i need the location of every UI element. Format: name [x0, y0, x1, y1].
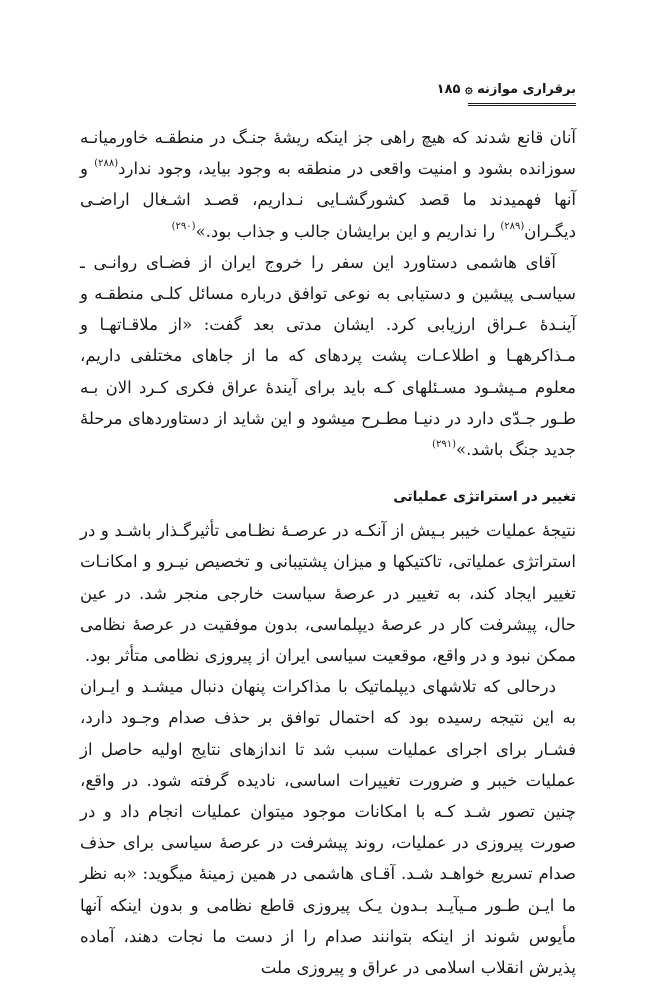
paragraph-4	[80, 671, 576, 983]
paragraph-3	[80, 515, 576, 671]
paragraph-1-text-a: آنان قانع شدند که هیچ راهی جز اینکه ریشۀ جنـگ در منطقـه خاورمیانـه سوزانده بشود و امنیت واقعی در منطقه به وجود بیاید، وجود ندارد	[80, 128, 576, 179]
paragraph-1-text-b: و آنها فهمیدند ما قصد کشورگشـایی نـداریم، قصـد اشـغال اراضـی دیگـران	[80, 159, 576, 241]
paragraph-4-text: درحالی که تلاشهای دیپلماتیک با مذاکرات پنهان دنبال میشـد و ایـران به این نتیجه رسیده بود که احتمال توافق بر حذف صدام وجـود دارد، فشـار برای اجرای عملیات سبب شد تا اندازهای نتایج اولیه حاصل از عملیات خیبر و ضرورت تغییرات اساسی، نادیده گرفته شود. در واقع، چنین تصور شـد کـه با امکانات موجود میتوان عملیات انجام داد و در صورت پیروزی در عملیات، روند پیشرفت در عرصۀ سیاسی برای حذف صدام تسریع خواهـد شـد. آقـای هاشمی در همین زمینۀ میگوید: «به نظر ما ایـن طـور مـیآیـد بـدون یـک پیروزی قاطع نظامی و بدون اینکه آنها مأیوس شوند از اینکه بتوانند صدام را از دست ما نجات دهند، آماده پذیرش انقلاب اسلامی در عراق و پیروزی ملت	[80, 677, 576, 978]
footnote-ref-291[interactable]: (۲۹۱)	[432, 439, 456, 451]
running-header: برقراری موازنه ۞ ۱۸۵	[436, 82, 576, 97]
footnote-ref-289[interactable]: (۲۸۹)	[500, 220, 525, 232]
body-text	[80, 122, 576, 983]
paragraph-1-text-c: را نداریم و این برایشان جالب و جذاب بود.»	[195, 221, 501, 241]
paragraph-3-text: نتیجۀ عملیات خیبر بـیش از آنکـه در عرصـۀ نظـامی تأثیرگـذار باشـد و در استراتژی عملیاتی، تاکتیکها و میزان پشتیبانی و تخصیص نیـرو و امکانـات تغییر ایجاد کند، به تغییر در عرصۀ سیاست خارجی منجر شد. در عین حال، پیشرفت کار در عرصۀ دیپلماسی، بدون موفقیت در عرصۀ نظامی ممکن نبود و در واقع، موقعیت سیاسی ایران از پیروزی نظامی متأثر بود.	[80, 521, 576, 666]
footnote-ref-290[interactable]: (۲۹۰)	[171, 220, 196, 232]
footnote-ref-288[interactable]: (۲۸۸)	[94, 158, 119, 170]
paragraph-2	[80, 247, 576, 465]
paragraph-2-text: آقای هاشمی دستاورد این سفر را خروج ایران از فضـای روانـی ـ سیاسـی پیشین و دستیابی به نوعی توافق درباره مسائل کلـی منطقـه و آینـدۀ عـراق ارزیابی کرد. ایشان مدتی بعد گفت: «از ملاقـاتهـا و مـذاکرههـا و اطلاعـات پشت پردهای که ما از جاهای مختلفی داریم، معلوم مـیشـود مسـئلهای کـه باید برای آیندۀ عراق فکری کـرد الان بـه طـور جـدّی دارد در دنیـا مطـرح میشود و این شاید از دستاوردهای مرحلۀ جدید جنگ باشد.»	[80, 252, 576, 460]
paragraph-1	[80, 122, 576, 247]
section-heading: تغییر در استراتژی عملیاتی	[393, 489, 576, 506]
header-double-rule	[468, 103, 576, 106]
